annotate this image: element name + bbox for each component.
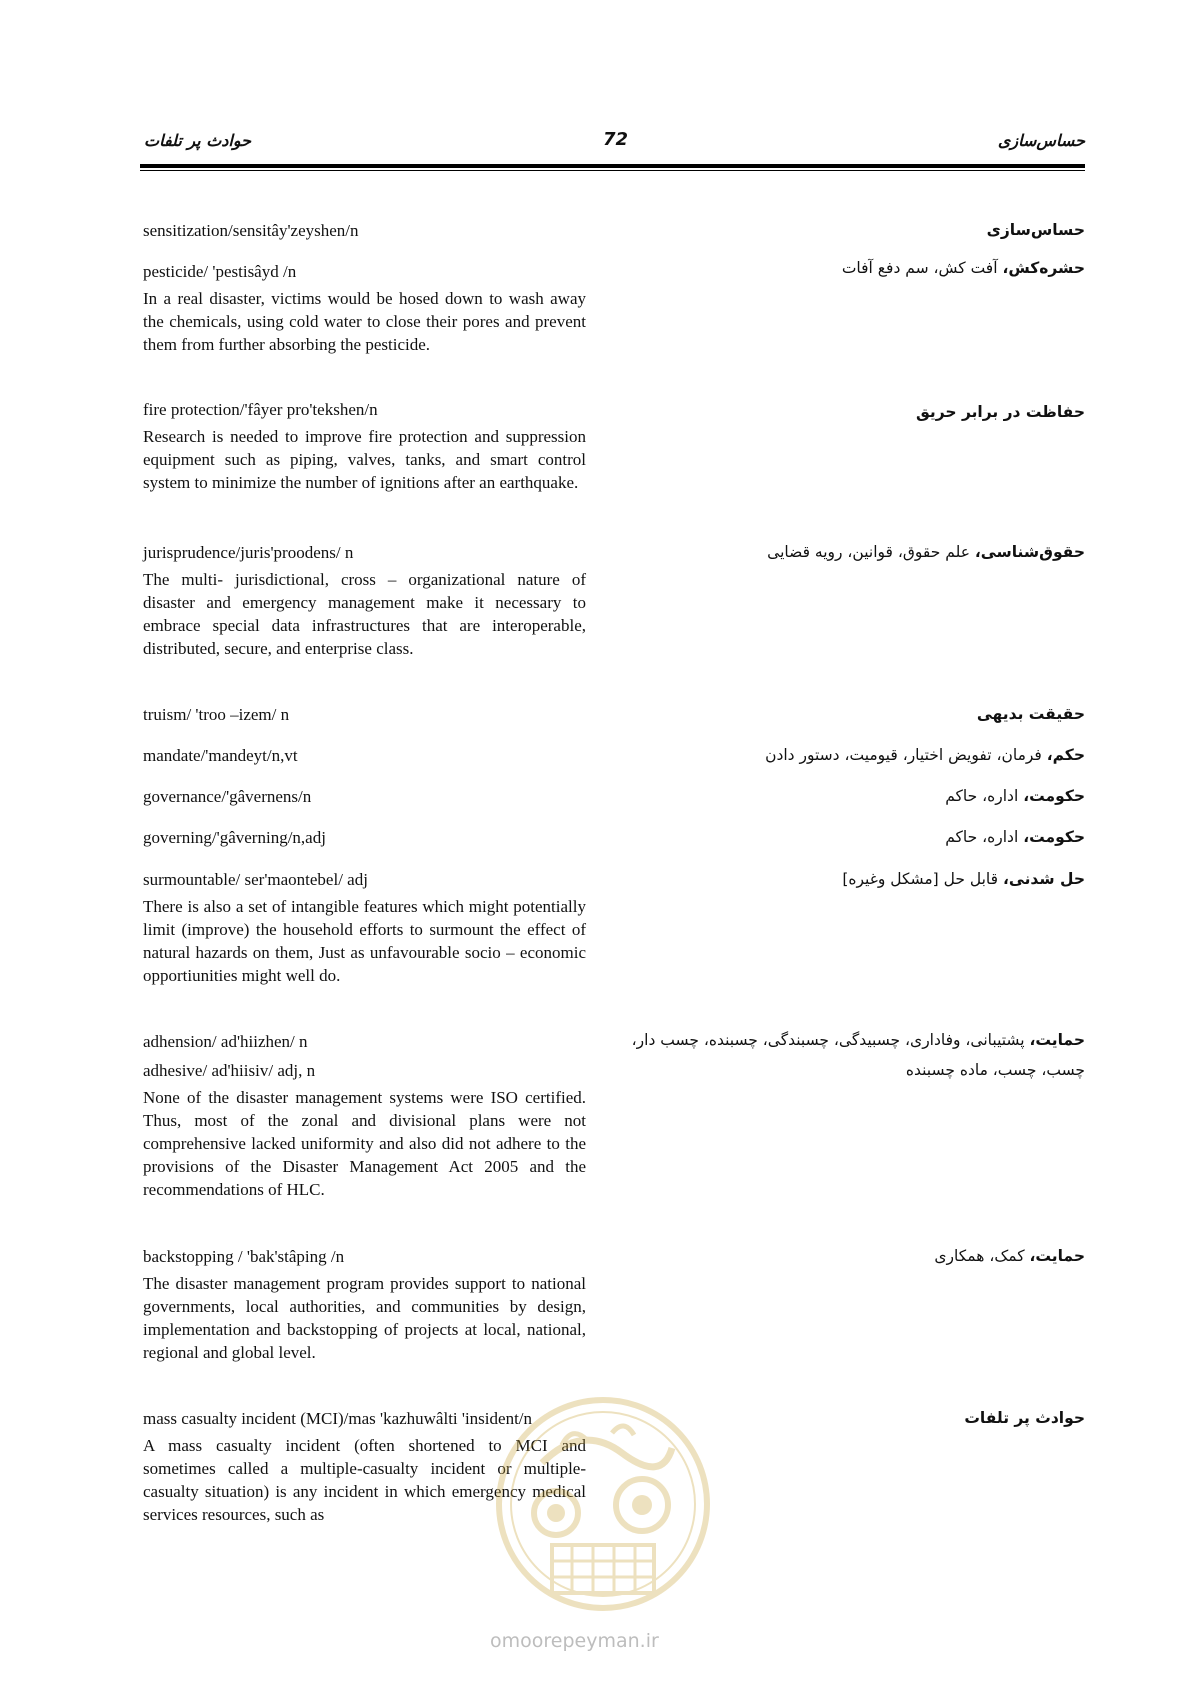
entry-persian (615, 781, 1085, 811)
term: mass casualty incident (MCI)/mas 'kazhuwâlti 'insident/n (143, 1409, 533, 1428)
watermark-url: omoorepeyman.ir (490, 1630, 659, 1652)
persian-headword: حکومت، (1023, 828, 1085, 846)
persian-definition: اداره، حاکم (945, 828, 1024, 846)
entry-persian (615, 864, 1085, 894)
entry-english (143, 260, 586, 356)
term: backstopping / 'bak'stâping /n (143, 1247, 345, 1266)
entry-persian (615, 699, 1085, 729)
entry-english (143, 868, 586, 987)
example-sentence: Research is needed to improve fire protection and suppression equipment such as piping, valves, tanks, and smart control system to minimize the number of ignitions after an earthquake. (143, 427, 586, 492)
publisher-stamp-logo (492, 1393, 714, 1615)
entry-english (143, 219, 586, 242)
persian-headword: حفاظت در برابر حریق (915, 403, 1085, 421)
example-sentence: None of the disaster management systems were ISO certified. Thus, most of the zonal and divisional plans were not comprehensive lacked uniformity and also did not adhere to the provisions of the Disaster Management Act 2005 and the recommendations of HLC. (143, 1088, 586, 1199)
entry-english (143, 785, 586, 808)
entry-english (143, 1245, 586, 1364)
entry-persian (615, 822, 1085, 852)
example-sentence: In a real disaster, victims would be hosed down to wash away the chemicals, using cold water to close their pores and prevent them from further absorbing the pesticide. (143, 289, 586, 354)
persian-headword: حمایت، (1029, 1031, 1085, 1049)
running-header-right: حساس‌سازی (997, 131, 1085, 150)
entry-english (143, 541, 586, 660)
term: surmountable/ ser'maontebel/ adj (143, 870, 368, 889)
term: governing/'gâverning/n,adj (143, 828, 326, 847)
term: fire protection/'fâyer pro'tekshen/n (143, 400, 378, 419)
persian-headword: حقیقت بدیهی (976, 705, 1085, 723)
persian-headword: حشره‌کش، (1002, 259, 1085, 277)
term: truism/ 'troo –izem/ n (143, 705, 290, 724)
header-rule-thick (140, 164, 1085, 168)
persian-headword: حساس‌سازی (986, 221, 1085, 239)
term: jurisprudence/juris'proodens/ n (143, 543, 354, 562)
persian-definition: آفت کش، سم دفع آفات (841, 259, 1003, 277)
persian-headword: حوادث پر تلفات (964, 1409, 1085, 1427)
persian-definition: فرمان، تفویض اختیار، قیومیت، دستور دادن (765, 746, 1047, 764)
entry-persian (615, 1241, 1085, 1271)
entry-english (143, 744, 586, 767)
persian-headword: حمایت، (1029, 1247, 1085, 1265)
example-sentence: A mass casualty incident (often shortened to MCI and sometimes called a multiple-casualty incident or multiple-casualty situation) is any incident in which emergency medical services resources, such as (143, 1436, 586, 1524)
persian-headword: حکومت، (1023, 787, 1085, 805)
entry-english (143, 826, 586, 849)
entry-persian (615, 253, 1085, 283)
term: mandate/'mandeyt/n,vt (143, 746, 298, 765)
entry-english (143, 398, 586, 494)
term: adhesive/ ad'hiisiv/ adj, n (143, 1061, 316, 1080)
term: sensitization/sensitây'zeyshen/n (143, 221, 359, 240)
term: pesticide/ 'pestisâyd /n (143, 262, 297, 281)
page-number: 72 (603, 129, 629, 150)
example-sentence: The multi- jurisdictional, cross – organizational nature of disaster and emergency management make it necessary to embrace special data infrastructures that are interoperable, distributed, secure, and enterprise class. (143, 570, 586, 658)
entry-persian (615, 397, 1085, 427)
persian-definition: قابل حل [مشکل وغیره] (842, 870, 1003, 888)
persian-definition: علم حقوق، قوانین، رویه قضایی (767, 543, 975, 561)
example-sentence: The disaster management program provides support to national governments, local authorities, and communities by design, implementation and backstopping of projects at local, national, regional and global level. (143, 1274, 586, 1362)
entry-persian (615, 1025, 1085, 1085)
term: adhension/ ad'hiizhen/ n (143, 1032, 308, 1051)
entry-persian (615, 215, 1085, 245)
header-rule-thin (140, 170, 1085, 171)
term: governance/'gâvernens/n (143, 787, 312, 806)
persian-headword: حقوق‌شناسی، (974, 543, 1085, 561)
entry-persian (615, 740, 1085, 770)
example-sentence: There is also a set of intangible features which might potentially limit (improve) the household efforts to surmount the effect of natural hazards on them, Just as unfavourable socio – economic opportiunities might well do. (143, 897, 586, 985)
persian-headword: حل شدنی، (1003, 870, 1085, 888)
entry-english (143, 703, 586, 726)
persian-definition: اداره، حاکم (945, 787, 1024, 805)
entry-english (143, 1030, 586, 1201)
persian-definition: کمک، همکاری (934, 1247, 1030, 1265)
running-header-left: حوادث پر تلفات (144, 131, 251, 150)
persian-definition: پشتیبانی، وفاداری، چسبیدگی، چسبندگی، چسبنده، چسب دار، چسب، چسب، ماده چسبنده (631, 1031, 1085, 1079)
entry-persian (615, 537, 1085, 567)
persian-headword: حکم، (1046, 746, 1085, 764)
